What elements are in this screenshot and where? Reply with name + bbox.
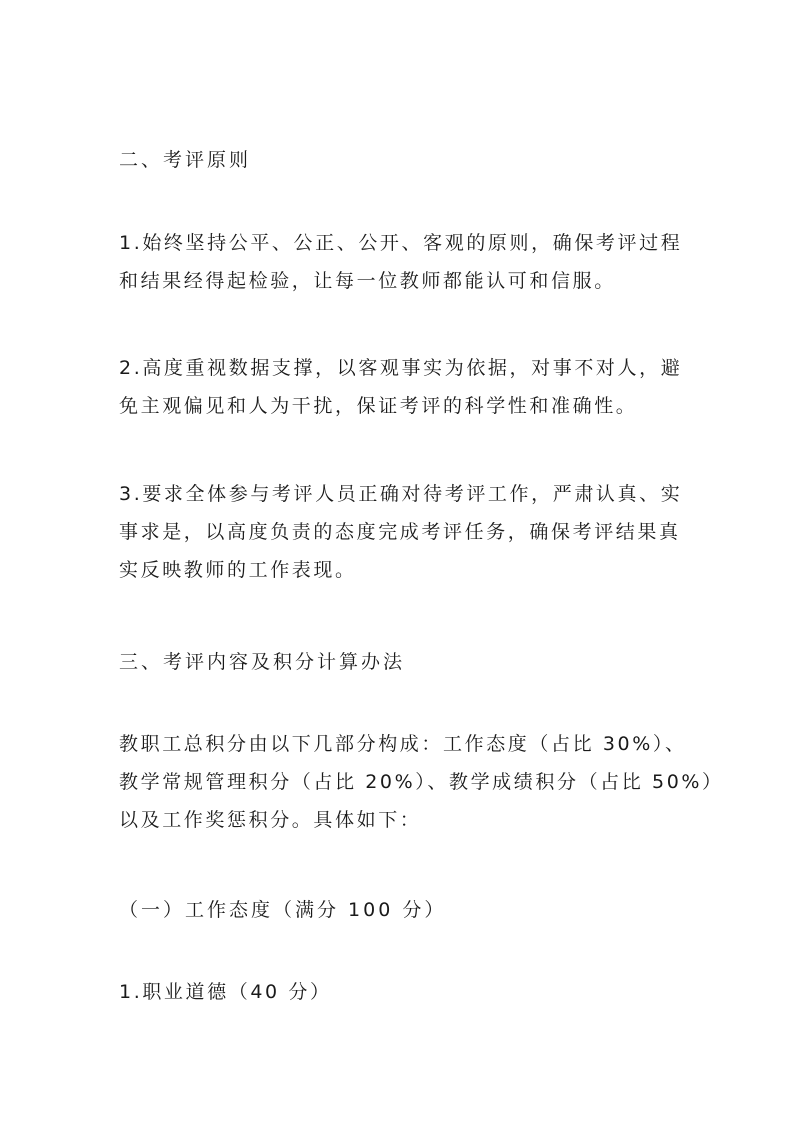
- section-heading-principles: [119, 141, 675, 179]
- section-heading-content: [119, 643, 675, 681]
- text-line: 二、考评原则: [119, 149, 252, 171]
- score-composition-paragraph: [119, 725, 724, 839]
- text-line: 3.要求全体参与考评人员正确对待考评工作，严肃认真、实: [119, 483, 683, 505]
- text-line: 2.高度重视数据支撑，以客观事实为依据，对事不对人，避: [119, 357, 683, 379]
- text-line: 和结果经得起检验，让每一位教师都能认可和信服。: [119, 270, 616, 292]
- text-line: 1.职业道德（40 分）: [119, 981, 332, 1003]
- text-line: 实反映教师的工作表现。: [119, 559, 357, 581]
- text-line: （一）工作态度（满分 100 分）: [119, 899, 447, 921]
- subsection-heading-attitude: [119, 891, 675, 929]
- text-line: 教学常规管理积分（占比 20%）、教学成绩积分（占比 50%）: [119, 771, 724, 793]
- principle-item-3: [119, 475, 683, 589]
- text-line: 免主观偏见和人为干扰，保证考评的科学性和准确性。: [119, 395, 638, 417]
- text-line: 三、考评内容及积分计算办法: [119, 651, 406, 673]
- text-line: 以及工作奖惩积分。具体如下：: [119, 809, 422, 831]
- text-line: 教职工总积分由以下几部分构成：工作态度（占比 30%）、: [119, 733, 687, 755]
- item-professional-ethics: [119, 973, 675, 1011]
- principle-item-2: [119, 349, 683, 425]
- text-line: 1.始终坚持公平、公正、公开、客观的原则，确保考评过程: [119, 232, 683, 254]
- text-line: 事求是，以高度负责的态度完成考评任务，确保考评结果真: [119, 521, 681, 543]
- principle-item-1: [119, 224, 683, 300]
